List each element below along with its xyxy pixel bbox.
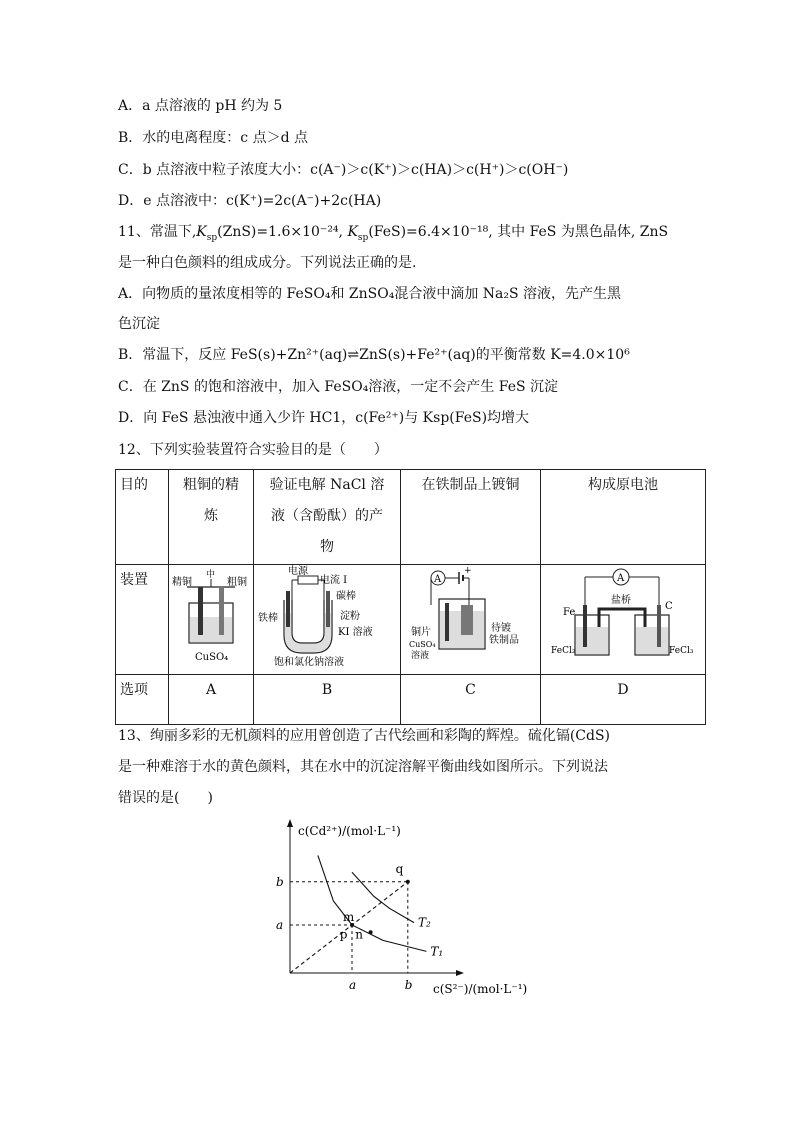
galvanic-cell-diagram xyxy=(541,565,705,670)
q11-option-a-line1: A．向物质的量浓度相等的 FeSO₄和 ZnSO₄混合液中滴加 Na₂S 溶液，先产生黑 xyxy=(118,286,622,302)
q13-stem-line1: 13、绚丽多彩的无机颜料的应用曾创造了古代绘画和彩陶的辉煌。硫化镉(CdS) xyxy=(118,728,611,744)
svg-text:铁棒: 铁棒 xyxy=(258,613,278,624)
q11-option-d: D．向 FeS 悬浊液中通入少许 HC1，c(Fe²⁺)与 Ksp(FeS)均增大 xyxy=(118,410,530,426)
q13-stem-line3: 错误的是( ) xyxy=(118,790,213,806)
q11-stem-line1: 11、常温下$,K_{sp}(ZnS)=1.6\times 10^{-24}$, $K_{sp}(FeS)=6.4\times 10^{-18}$, 其中 FeS 为黑色晶体, ZnS xyxy=(118,224,669,243)
experiment-table xyxy=(115,469,706,725)
device-d xyxy=(541,565,706,675)
chart-marks xyxy=(276,855,443,992)
x-tick-b: b xyxy=(404,978,413,992)
point-label-p: p xyxy=(339,927,348,942)
svg-text:碳棒: 碳棒 xyxy=(336,591,356,602)
svg-text:铜片: 铜片 xyxy=(411,627,431,638)
q11-option-c: C．在 ZnS 的饱和溶液中，加入 FeSO₄溶液，一定不会产生 FeS 沉淀 xyxy=(118,379,559,395)
series-line-0 xyxy=(318,855,427,951)
x-tick-a: a xyxy=(349,978,357,992)
option-d-cell: D xyxy=(541,675,706,725)
svg-text:电流 I: 电流 I xyxy=(320,575,348,586)
svg-text:精铜: 精铜 xyxy=(172,577,192,588)
svg-text:Fe: Fe xyxy=(563,607,576,618)
q12-stem: 12、下列实验装置符合实验目的是（ ） xyxy=(118,442,388,458)
svg-text:溶液: 溶液 xyxy=(411,651,430,661)
point-label-n: n xyxy=(355,927,364,942)
svg-text:CuSO₄: CuSO₄ xyxy=(195,652,229,663)
svg-text:饱和氯化钠溶液: 饱和氯化钠溶液 xyxy=(274,657,344,668)
q11-option-b: B．常温下，反应 FeS(s)+Zn²⁺(aq)⇌ZnS(s)+Fe²⁺(aq)的平衡常数 K=4.0×10⁶ xyxy=(118,347,630,363)
svg-text:铁制品: 铁制品 xyxy=(489,635,519,646)
svg-text:中: 中 xyxy=(206,570,216,580)
svg-text:待镀: 待镀 xyxy=(491,623,511,634)
svg-text:淀粉: 淀粉 xyxy=(340,611,360,622)
q10-option-a: A．a 点溶液的 pH 约为 5 xyxy=(118,98,283,114)
svg-text:+: + xyxy=(464,566,472,576)
row-label-device: 装置 xyxy=(116,565,169,675)
q11-stem-line2: 是一种白色颜料的组成成分。下列说法正确的是. xyxy=(118,255,417,271)
series-line-1 xyxy=(352,872,414,922)
solubility-equilibrium-chart xyxy=(270,815,550,1005)
purpose-d: 构成原电池 xyxy=(541,470,706,565)
device-a xyxy=(169,565,254,675)
svg-text:电源: 电源 xyxy=(288,566,308,577)
y-tick-b: b xyxy=(276,874,284,889)
refining-cell-diagram xyxy=(169,565,253,670)
series-label-1: T₂ xyxy=(418,915,431,930)
option-a-cell: A xyxy=(169,675,254,725)
data-point-1 xyxy=(369,930,373,934)
svg-text:盐桥: 盐桥 xyxy=(611,595,631,606)
electrolysis-u-tube-diagram xyxy=(254,565,400,670)
q13-stem-line2: 是一种难溶于水的黄色颜料，其在水中的沉淀溶解平衡曲线如图所示。下列说法 xyxy=(118,759,608,775)
q10-option-b: B．水的电离程度：c 点＞d 点 xyxy=(118,130,308,146)
row-label-purpose: 目的 xyxy=(116,470,169,565)
svg-text:KI 溶液: KI 溶液 xyxy=(338,627,373,638)
svg-text:FeCl₃: FeCl₃ xyxy=(669,646,694,656)
purpose-b: 验证电解 NaCl 溶 液（含酚酞）的产 物 xyxy=(254,470,401,565)
purpose-c: 在铁制品上镀铜 xyxy=(401,470,541,565)
series-label-0: T₁ xyxy=(430,944,444,959)
x-axis-arrow xyxy=(456,970,464,976)
svg-text:FeCl₂: FeCl₂ xyxy=(551,646,576,656)
x-axis-label: c(S²⁻)/(mol·L⁻¹) xyxy=(433,982,528,996)
purpose-a: 粗铜的精 炼 xyxy=(169,470,254,565)
option-b-cell: B xyxy=(254,675,401,725)
svg-text:A: A xyxy=(617,573,625,584)
device-b xyxy=(254,565,401,675)
svg-text:A: A xyxy=(434,574,442,585)
series-line-2 xyxy=(290,882,408,973)
electroplating-diagram xyxy=(401,565,540,670)
q11-option-a-line2: 色沉淀 xyxy=(118,316,160,332)
y-axis-arrow xyxy=(287,819,293,827)
svg-text:粗铜: 粗铜 xyxy=(227,577,247,588)
data-point-2 xyxy=(406,880,410,884)
device-c xyxy=(401,565,541,675)
y-axis-label: c(Cd²⁺)/(mol·L⁻¹) xyxy=(298,824,401,838)
point-label-q: q xyxy=(395,862,404,877)
q10-option-c: C．b 点溶液中粒子浓度大小：c(A⁻)＞c(K⁺)＞c(HA)＞c(H⁺)＞c(OH⁻) xyxy=(118,162,569,178)
q10-option-d: D．e 点溶液中：c(K⁺)=2c(A⁻)+2c(HA) xyxy=(118,193,382,209)
row-label-option: 选项 xyxy=(116,675,169,725)
svg-text:CuSO₄: CuSO₄ xyxy=(409,640,436,649)
y-tick-a: a xyxy=(276,918,284,932)
svg-text:C: C xyxy=(665,601,673,612)
point-label-m: m xyxy=(342,910,355,925)
option-c-cell: C xyxy=(401,675,541,725)
